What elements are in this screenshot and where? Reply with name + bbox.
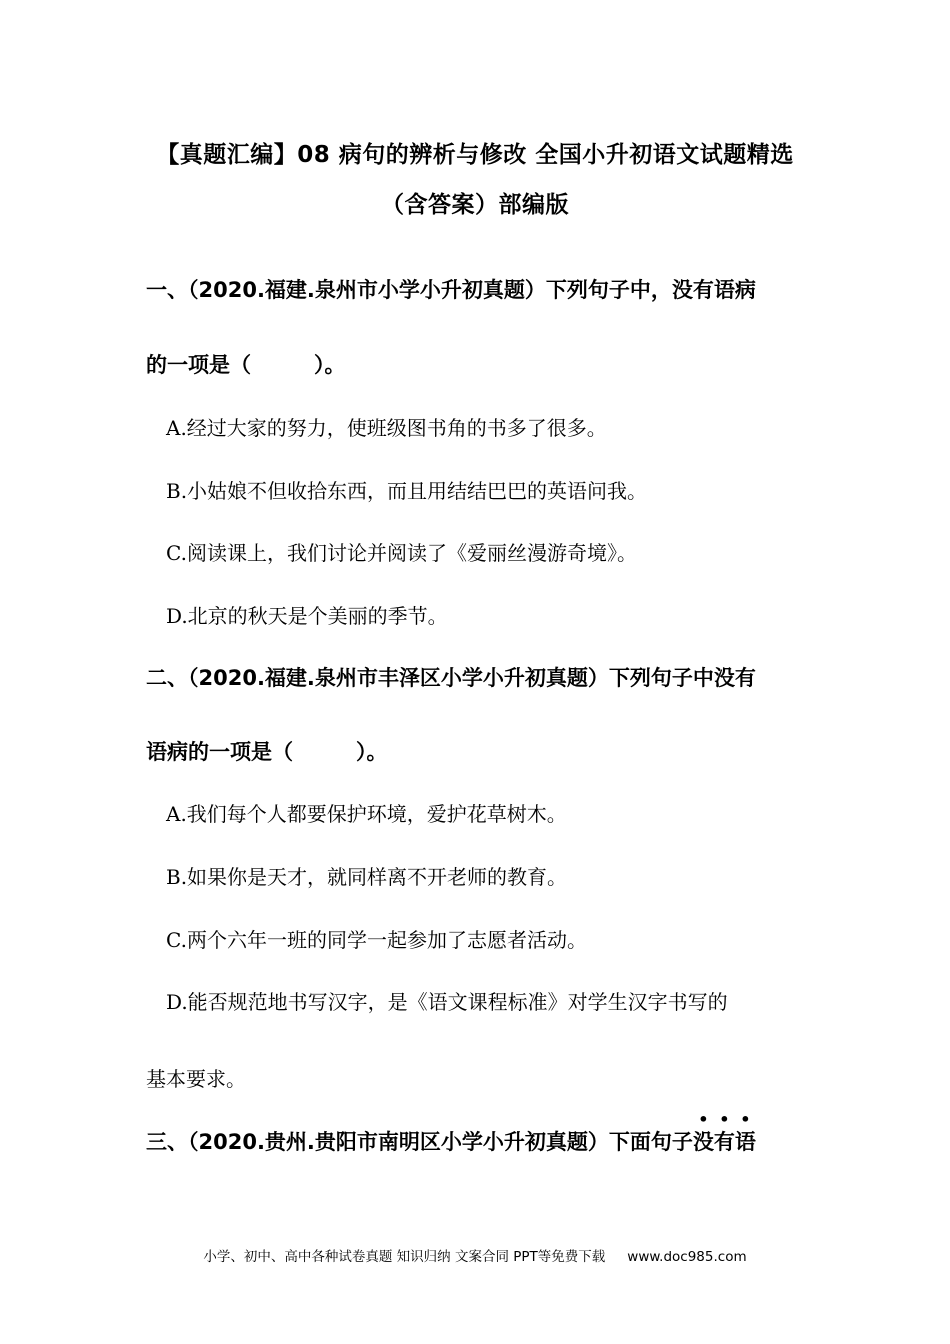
footer-text: 小学、初中、高中各种试卷真题 知识归纳 文案合同 PPT等免费下载 <box>203 1249 606 1265</box>
question-2-option-d: D.能否规范地书写汉字，是《语文课程标准》对学生汉字书写的 <box>166 990 728 1014</box>
document-title-line-1: 【真题汇编】08 病句的辨析与修改 全国小升初语文试题精选 <box>156 142 794 168</box>
document-title-line-2: （含答案）部编版 <box>381 192 569 218</box>
question-1-option-d: D.北京的秋天是个美丽的季节。 <box>166 604 448 628</box>
emphasis-dot: • <box>740 1110 751 1129</box>
question-1-option-a: A.经过大家的努力，使班级图书角的书多了很多。 <box>166 416 607 440</box>
question-3-stem-prefix: 三、（2020.贵州.贵阳市南明区小学小升初真题）下面句子 <box>146 1130 693 1154</box>
question-1-option-c: C.阅读课上，我们讨论并阅读了《爱丽丝漫游奇境》。 <box>166 541 637 565</box>
question-1-stem-line-1: 一、（2020.福建.泉州市小学小升初真题）下列句子中，没有语病 <box>146 278 756 302</box>
question-2-option-b: B.如果你是天才，就同样离不开老师的教育。 <box>166 865 568 889</box>
emphasized-words: 没有语 <box>692 1130 756 1154</box>
question-2-option-d-continuation: 基本要求。 <box>146 1067 246 1091</box>
emphasis-dot: • <box>719 1110 730 1129</box>
question-2-option-a: A.我们每个人都要保护环境，爱护花草树木。 <box>166 802 567 826</box>
question-3-stem-line-1 <box>146 1110 756 1156</box>
emphasis-dots <box>693 1112 756 1128</box>
question-2-option-c: C.两个六年一班的同学一起参加了志愿者活动。 <box>166 928 587 952</box>
footer-url: www.doc985.com <box>627 1249 747 1265</box>
emphasis-dot: • <box>698 1110 709 1129</box>
question-2-stem-line-2: 语病的一项是（ ）。 <box>146 740 388 764</box>
question-1-option-b: B.小姑娘不但收拾东西，而且用结结巴巴的英语问我。 <box>166 479 648 503</box>
emphasized-text <box>692 1110 756 1156</box>
question-1-stem-line-2: 的一项是（ ）。 <box>146 353 346 377</box>
question-2-stem-line-1: 二、（2020.福建.泉州市丰泽区小学小升初真题）下列句子中没有 <box>146 666 756 690</box>
page-footer <box>0 1245 950 1265</box>
